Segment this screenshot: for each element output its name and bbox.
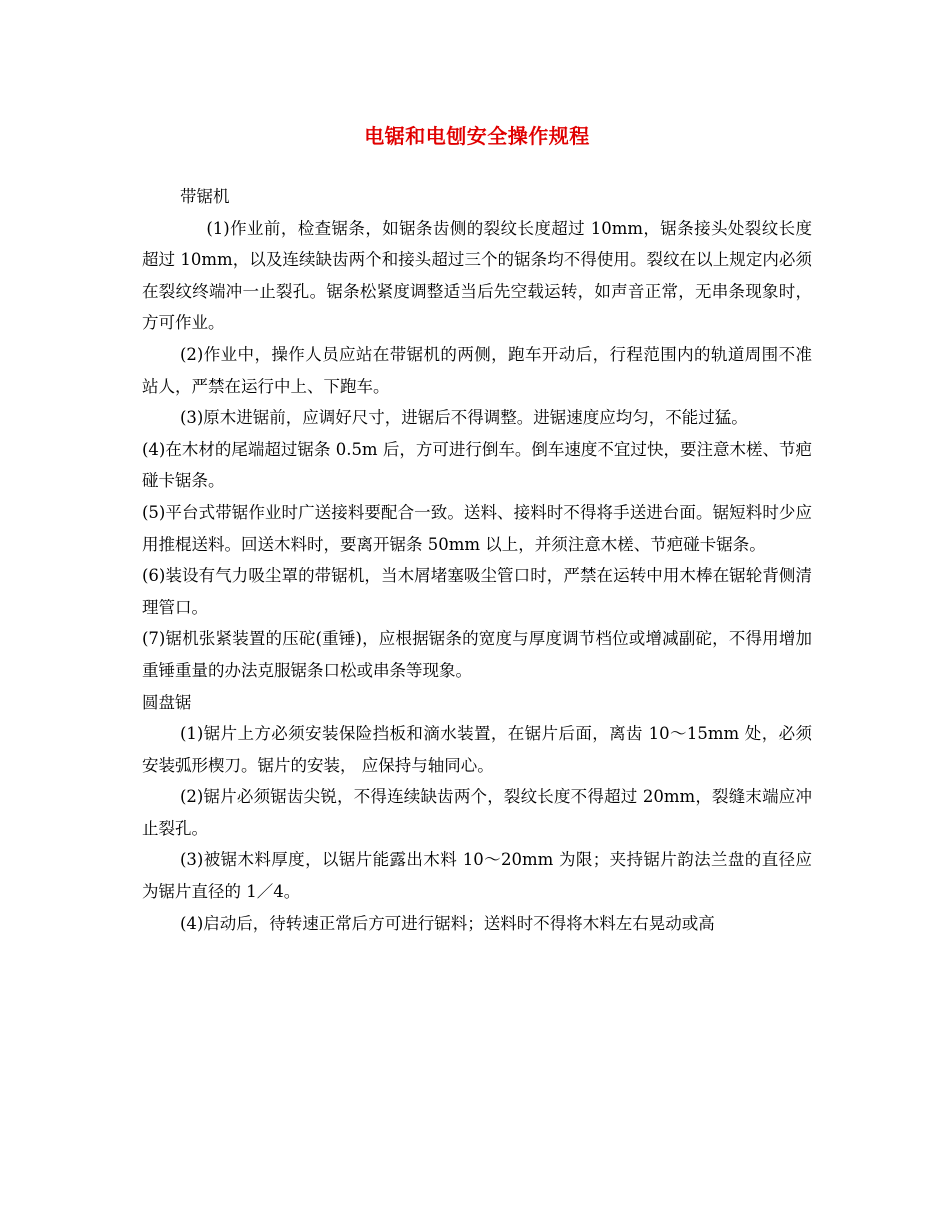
paragraph: (1)作业前，检查锯条，如锯条齿侧的裂纹长度超过 10mm，锯条接头处裂纹长度超过 10mm，以及连续缺齿两个和接头超过三个的锯条均不得使用。裂纹在以上规定内必须在裂纹终端冲一止裂孔。锯条松紧度调整适当后先空载运转，如声音正常，无串条现象时，方可作业。 xyxy=(142,218,812,333)
document-body xyxy=(142,181,812,939)
paragraph: (4)启动后，待转速正常后方可进行锯料；送料时不得将木料左右晃动或高 xyxy=(179,913,715,933)
paragraph: (1)锯片上方必须安装保险挡板和滴水装置，在锯片后面，离齿 10～15mm 处，必须安装弧形楔刀。锯片的安装， 应保持与轴同心。 xyxy=(142,724,812,775)
document-title: 电锯和电刨安全操作规程 xyxy=(364,124,590,148)
paragraph: (4)在木材的尾端超过锯条 0.5m 后，方可进行倒车。倒车速度不宜过快，要注意木槎、节疤碰卡锯条。 xyxy=(142,439,812,491)
section-heading-band-saw: 带锯机 xyxy=(179,187,230,206)
paragraph: (3)原木进锯前，应调好尺寸，进锯后不得调整。进锯速度应均匀，不能过猛。 xyxy=(179,408,748,428)
paragraph: (5)平台式带锯作业时广送接料要配合一致。送料、接料时不得将手送进台面。锯短料时少应用推棍送料。回送木料时，要离开锯条 50mm 以上，并须注意木槎、节疤碰卡锯条。 xyxy=(142,502,812,554)
paragraph: (7)锯机张紧装置的压砣(重锤)，应根据锯条的宽度与厚度调节档位或增减副砣，不得用增加重锤重量的办法克服锯条口松或串条等现象。 xyxy=(142,629,812,680)
paragraph: (2)作业中，操作人员应站在带锯机的两侧，跑车开动后，行程范围内的轨道周围不准站人，严禁在运行中上、下跑车。 xyxy=(142,344,812,396)
paragraph: (2)锯片必须锯齿尖锐，不得连续缺齿两个，裂纹长度不得超过 20mm，裂缝末端应冲止裂孔。 xyxy=(142,787,812,838)
paragraph: (3)被锯木料厚度，以锯片能露出木料 10～20mm 为限；夹持锯片韵法兰盘的直径应为锯片直径的 1／4。 xyxy=(142,850,812,902)
section-heading-circular-saw: 圆盘锯 xyxy=(142,692,192,712)
paragraph: (6)装设有气力吸尘罩的带锯机，当木屑堵塞吸尘管口时，严禁在运转中用木棒在锯轮背侧清理管口。 xyxy=(142,566,812,617)
